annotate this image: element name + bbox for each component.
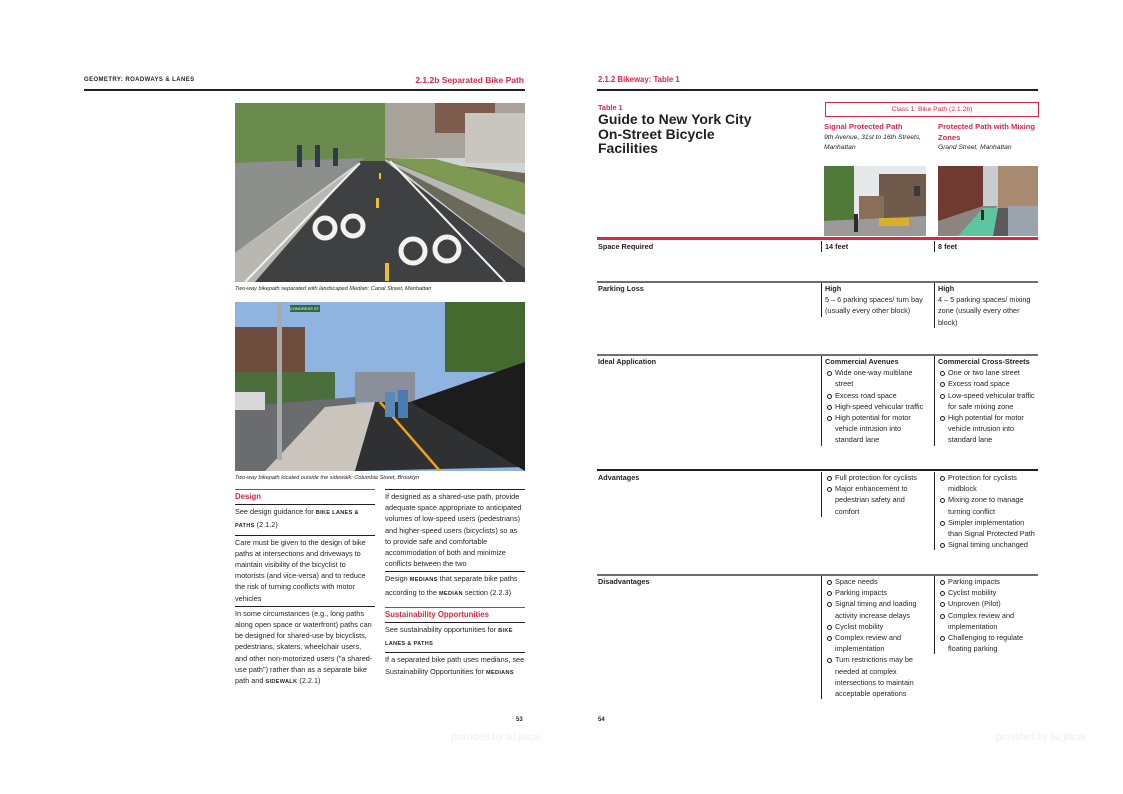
row-label: Advantages (598, 473, 640, 482)
bullet-item: Complex review and implementation (938, 610, 1038, 632)
section-title: 2.1.2b Separated Bike Path (415, 75, 524, 85)
bullet-item: High-speed vehicular traffic (825, 401, 931, 412)
bullet-item: Cyclist mobility (938, 587, 1038, 598)
bullet-item: Unproven (Pilot) (938, 598, 1038, 609)
table-cell (934, 472, 1038, 550)
class-header: Class 1: Bike Path (2.1.2b) (825, 102, 1039, 117)
bullet-item: Parking impacts (825, 587, 931, 598)
paragraph: In some circumstances (e.g., long paths along open space or waterfront) paths can be designed for shared-use by bicyclists, pedestrians, skaters, wheelchair users, and other non-motorized users ("a shared-use path") rather than as a separate bike path and SIDEWALK (2.2.1) (235, 606, 375, 690)
bullet-item: High potential for motor vehicle intrusion into standard lane (938, 412, 1038, 446)
photo-ninth-avenue (824, 166, 926, 236)
bullet-item: Turn restrictions may be needed at complex intersections to maintain acceptable operations (825, 654, 931, 699)
page-number: 53 (516, 717, 523, 723)
table-cell: Commercial Cross-Streets One or two lane street Excess road space Low-speed vehicular traffic for safe mixing zone High potential for motor vehicle intrusion into standard lane (934, 356, 1038, 446)
paragraph: If a separated bike path uses medians, see Sustainability Opportunities for MEDIANS (385, 652, 525, 680)
table-cell (934, 576, 1038, 654)
photo-grand-street (938, 166, 1038, 236)
bullet-item: Cyclist mobility (825, 621, 931, 632)
cross-reference-link[interactable]: BIKE LANES & PATHS (385, 628, 513, 648)
bullet-item: Simpler implementation than Signal Protected Path (938, 517, 1038, 539)
bullet-item: High potential for motor vehicle intrusion into standard lane (825, 412, 931, 446)
cross-reference-link[interactable]: MEDIANS (409, 577, 438, 584)
cross-reference-link[interactable]: BIKE LANES & PATHS (235, 510, 359, 530)
running-head: 2.1.2 Bikeway: Table 1 (598, 75, 680, 84)
column-header (938, 122, 1038, 154)
bullet-item: One or two lane street (938, 367, 1038, 378)
row-label: Space Required (598, 242, 654, 251)
column-location: Grand Street, Manhattan (938, 144, 1012, 151)
watermark: provided by liu jiacai (451, 732, 542, 743)
cross-reference-link[interactable]: MEDIANS (486, 669, 514, 676)
paragraph: See sustainability opportunities for BIKE LANES & PATHS (385, 622, 525, 652)
sustainability-heading: Sustainability Opportunities (385, 607, 525, 622)
cross-reference-link[interactable]: SIDEWALK (265, 679, 298, 686)
bullet-item: Major enhancement to pedestrian safety and comfort (825, 483, 931, 517)
header-rule (84, 89, 525, 91)
bullet-item: Excess road space (825, 390, 931, 401)
bullet-item: Signal timing unchanged (938, 539, 1038, 550)
bullet-item: Protection for cyclists midblock (938, 472, 1038, 494)
row-label: Ideal Application (598, 357, 657, 366)
column-title: Protected Path with Mixing Zones (938, 122, 1036, 142)
column-title: Signal Protected Path (824, 122, 903, 131)
bullet-item: Signal timing and loading activity increase delays (825, 598, 931, 620)
bullet-item: Excess road space (938, 378, 1038, 389)
row-label: Disadvantages (598, 577, 650, 586)
photo-caption: Two-way bikepath located outside the sidewalk: Columbia Street, Brooklyn (235, 475, 420, 481)
watermark: provided by liu jiacai (996, 732, 1087, 743)
paragraph: See design guidance for BIKE LANES & PATHS (2.1.2) (235, 504, 375, 534)
paragraph: If designed as a shared-use path, provide adequate space appropriate to anticipated volumes of low-speed users (pedestrians) and higher-speed users (bicyclists) so as to provide safe and comfortable accommodation of both and minimize conflicts between the two (385, 489, 525, 571)
row-divider (597, 469, 1038, 471)
column-location: 9th Avenue, 31st to 16th Streets, Manhattan (824, 133, 922, 151)
paragraph: Design MEDIANS that separate bike paths according to the MEDIAN section (2.2.3) (385, 571, 525, 601)
table-cell: 14 feet (821, 241, 931, 252)
design-column (235, 489, 375, 690)
table-title: Guide to New York City On-Street Bicycle Facilities (598, 111, 752, 156)
design-column-2 (385, 489, 525, 681)
paragraph: Care must be given to the design of bike paths at intersections and driveways to maintain visibility of the bicyclist to motorists (and vice-versa) and to reduce the risk of turning conflicts with motor vehicles (235, 535, 375, 606)
table-cell (821, 576, 931, 699)
bullet-item: Challenging to regulate floating parking (938, 632, 1038, 654)
bullet-item: Full protection for cyclists (825, 472, 931, 483)
table-cell (821, 472, 931, 517)
table-cell: High 5 – 6 parking spaces/ turn bay (usually every other block) (821, 283, 931, 317)
header-rule (597, 89, 1038, 91)
street-sign: CONGRESS ST (289, 306, 320, 311)
bullet-item: Parking impacts (938, 576, 1038, 587)
design-heading: Design (235, 489, 375, 504)
page-number: 54 (598, 717, 605, 723)
table-top-rule (597, 237, 1038, 240)
photo-canal-street (235, 103, 525, 282)
photo-columbia-street (235, 302, 525, 471)
table-cell: High 4 – 5 parking spaces/ mixing zone (usually every other block) (934, 283, 1038, 328)
photo-caption: Two-way bikepath separated with landscaped Median: Canal Street, Manhattan (235, 286, 432, 292)
bullet-item: Low-speed vehicular traffic for safe mixing zone (938, 390, 1038, 412)
table-label: Table 1 (598, 103, 623, 112)
table-cell: Commercial Avenues Wide one-way multilane street Excess road space High-speed vehicular traffic High potential for motor vehicle intrusion into standard lane (821, 356, 931, 446)
cross-reference-link[interactable]: MEDIAN (438, 590, 463, 597)
bullet-item: Wide one-way multilane street (825, 367, 931, 389)
running-head: GEOMETRY: ROADWAYS & LANES (84, 77, 195, 83)
bullet-item: Mixing zone to manage turning conflict (938, 494, 1038, 516)
table-cell: 8 feet (934, 241, 1038, 252)
bullet-item: Space needs (825, 576, 931, 587)
row-label: Parking Loss (598, 284, 644, 293)
column-header (824, 122, 924, 154)
bullet-item: Complex review and implementation (825, 632, 931, 654)
